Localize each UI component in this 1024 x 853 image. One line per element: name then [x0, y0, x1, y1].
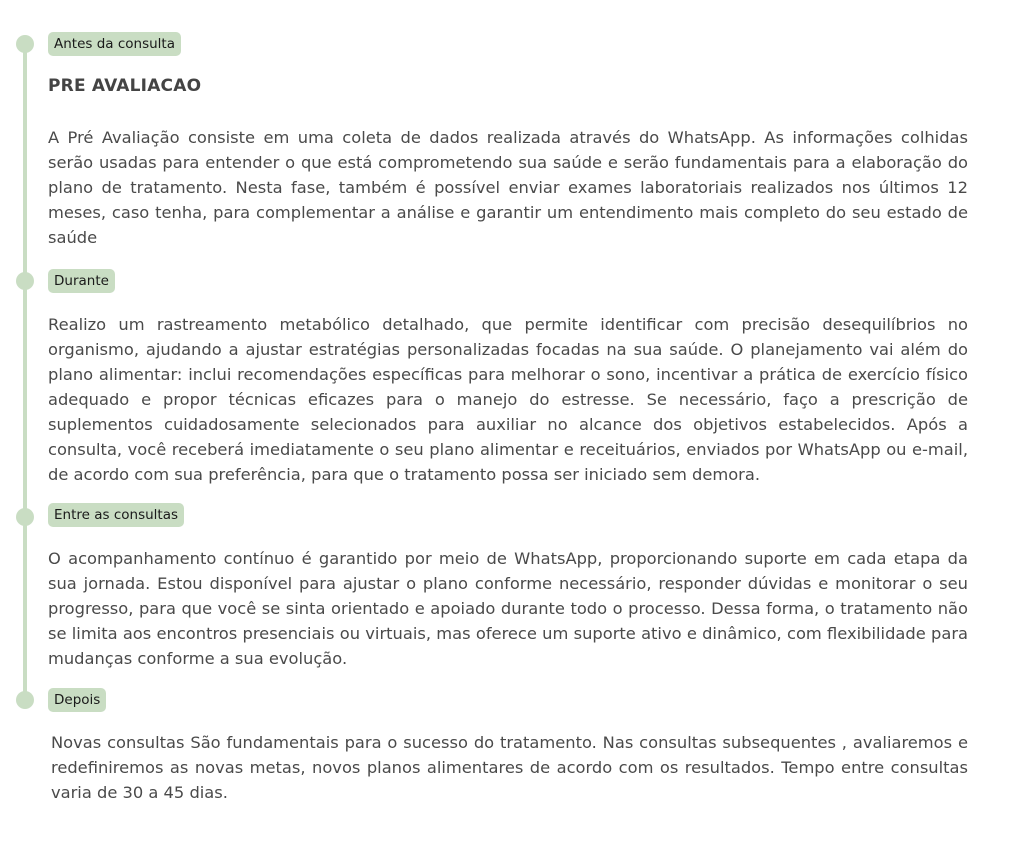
timeline-dot-depois — [16, 691, 34, 709]
timeline-dot-antes — [16, 35, 34, 53]
section-label-depois: Depois — [48, 688, 106, 712]
timeline-line — [23, 44, 27, 700]
section-text-entre: O acompanhamento contínuo é garantido por meio de WhatsApp, proporcionando suporte em cada etapa da sua jornada. Estou disponível para ajustar o plano conforme necessário, responder dúvidas e monitorar o seu progresso, para que você se sinta orientado e apoiado durante todo o processo. Dessa forma, o tratamento não se limita aos encontros presenciais ou virtuais, mas oferece um suporte ativo e dinâmico, com flexibilidade para mudanças conforme a sua evolução. — [48, 549, 968, 668]
section-label-antes: Antes da consulta — [48, 32, 181, 56]
timeline-dot-entre — [16, 508, 34, 526]
section-label-durante: Durante — [48, 269, 115, 293]
section-text-antes: A Pré Avaliação consiste em uma coleta de dados realizada através do WhatsApp. As informações colhidas serão usadas para entender o que está comprometendo sua saúde e serão fundamentais para a elaboração do plano de tratamento. Nesta fase, também é possível enviar exames laboratoriais realizados nos últimos 12 meses, caso tenha, para complementar a análise e garantir um entendimento mais completo do seu estado de saúde — [48, 128, 968, 247]
section-text-depois: Novas consultas São fundamentais para o sucesso do tratamento. Nas consultas subsequentes , avaliaremos e redefiniremos as novas metas, novos planos alimentares de acordo com os resultados. Tempo entre consultas varia de 30 a 45 dias. — [51, 733, 968, 802]
timeline-dot-durante — [16, 272, 34, 290]
section-text-durante: Realizo um rastreamento metabólico detalhado, que permite identificar com precisão desequilíbrios no organismo, ajudando a ajustar estratégias personalizadas focadas na sua saúde. O planejamento vai além do plano alimentar: inclui recomendações específicas para melhorar o sono, incentivar a prática de exercício físico adequado e propor técnicas eficazes para o manejo do estresse. Se necessário, faço a prescrição de suplementos cuidadosamente selecionados para auxiliar no alcance dos objetivos estabelecidos. Após a consulta, você receberá imediatamente o seu plano alimentar e receituários, enviados por WhatsApp ou e-mail, de acordo com sua preferência, para que o tratamento possa ser iniciado sem demora. — [48, 315, 968, 484]
section-label-entre: Entre as consultas — [48, 503, 184, 527]
section-subtitle-pre-avaliacao: PRE AVALIACAO — [48, 76, 202, 96]
